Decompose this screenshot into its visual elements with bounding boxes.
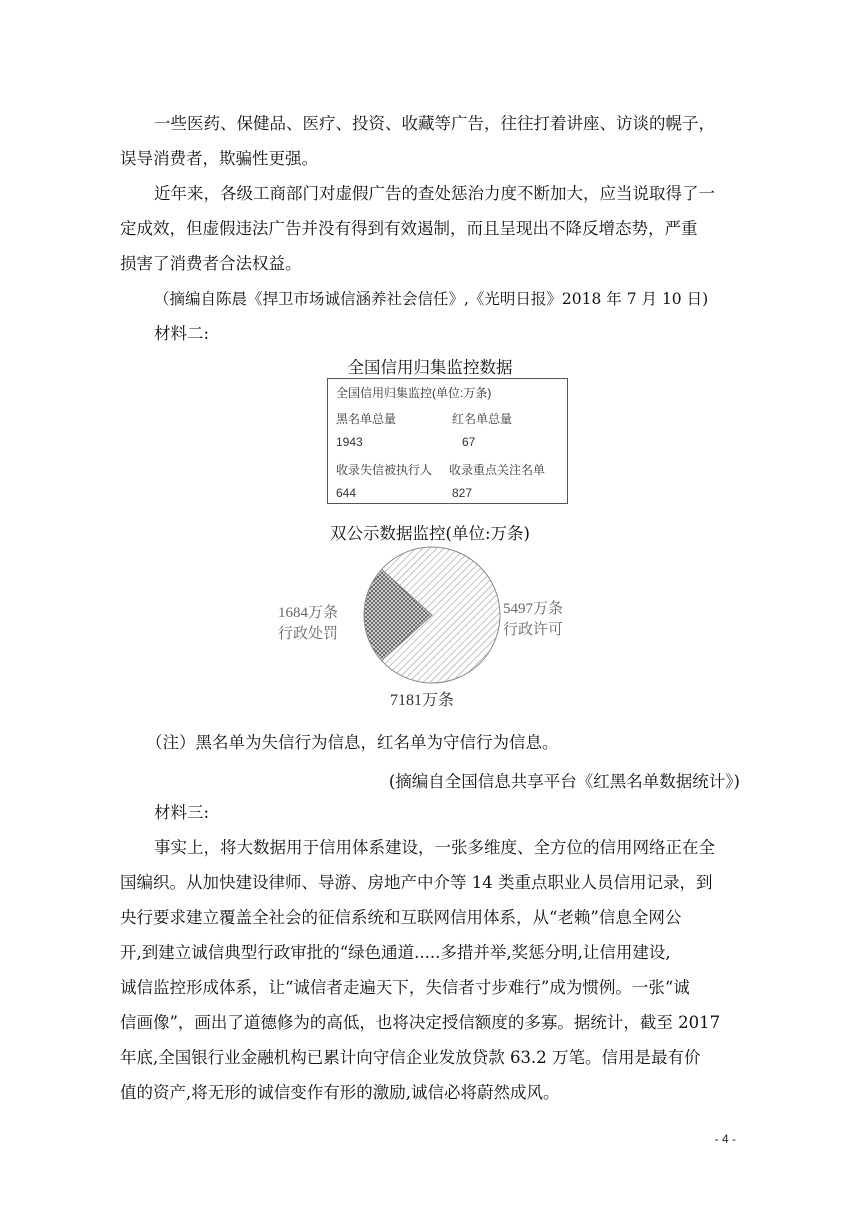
section-heading: 材料二:	[154, 324, 210, 343]
source-citation: （摘编自陈晨《捍卫市场诚信涵养社会信任》,《光明日报》2018 年 7 月 10 日)	[154, 290, 709, 308]
table-note: （注）黑名单为失信行为信息，红名单为守信行为信息。	[146, 733, 559, 752]
paragraph-line: 值的资产,将无形的诚信变作有形的激励,诚信必将蔚然成风。	[120, 1083, 560, 1102]
slice-name-label: 行政处罚	[278, 626, 339, 642]
paragraph-line: 诚信监控形成体系，让“诚信者走遍天下，失信者寸步难行”成为惯例。一张“诚	[120, 978, 690, 997]
paragraph-line: 事实上，将大数据用于信用体系建设，一张多维度、全方位的信用网络正在全	[154, 838, 715, 857]
paragraph-line: 误导消费者，欺骗性更强。	[120, 149, 318, 168]
paragraph-line: 信画像”，画出了道德修为的高低，也将决定授信额度的多寡。据统计，截至 2017	[120, 1013, 721, 1032]
blacklist-label: 黑名单总量	[336, 412, 397, 426]
paragraph-line: 近年来，各级工商部门对虚假广告的查处惩治力度不断加大，应当说取得了一	[154, 184, 715, 203]
redlist-label: 红名单总量	[452, 412, 513, 426]
credit-data-table	[327, 378, 568, 504]
blacklist-value: 1943	[336, 435, 363, 449]
redlist-value: 67	[462, 435, 476, 449]
table-title: 全国信用归集监控数据	[347, 358, 513, 377]
section-heading: 材料三:	[154, 803, 210, 822]
dishonest-value: 644	[336, 486, 357, 500]
focus-label: 收录重点关注名单	[449, 463, 546, 477]
paragraph-line: 央行要求建立覆盖全社会的征信系统和互联网信用体系，从“老赖”信息全网公	[120, 908, 682, 927]
pie-total-label: 7181万条	[390, 692, 455, 709]
chart-title: 双公示数据监控(单位:万条)	[330, 524, 530, 543]
pie-chart	[270, 545, 590, 710]
paragraph-line: 国编织。从加快建设律师、导游、房地产中介等 14 类重点职业人员信用记录，到	[120, 873, 713, 892]
page-number: - 4 -	[714, 1132, 736, 1146]
slice-value-label: 1684万条	[278, 605, 339, 621]
dishonest-label: 收录失信被执行人	[336, 463, 433, 477]
slice-value-label: 5497万条	[503, 601, 564, 617]
paragraph-line: 开,到建立诚信典型行政审批的“绿色通道.....多措并举,奖惩分明,让信用建设,	[120, 943, 671, 962]
paragraph-line: 年底,全国银行业金融机构已累计向守信企业发放贷款 63.2 万笔。信用是最有价	[120, 1048, 701, 1067]
focus-value: 827	[452, 486, 473, 500]
paragraph-line: 损害了消费者合法权益。	[120, 254, 302, 273]
paragraph-line: 定成效，但虚假违法广告并没有得到有效遏制，而且呈现出不降反增态势，严重	[120, 219, 698, 238]
table-header: 全国信用归集监控(单位:万条)	[336, 386, 492, 400]
slice-name-label: 行政许可	[503, 622, 564, 638]
paragraph-line: 一些医药、保健品、医疗、投资、收藏等广告，往往打着讲座、访谈的幌子，	[154, 114, 715, 133]
source-citation: (摘编自全国信息共享平台《红黑名单数据统计》)	[388, 772, 740, 791]
